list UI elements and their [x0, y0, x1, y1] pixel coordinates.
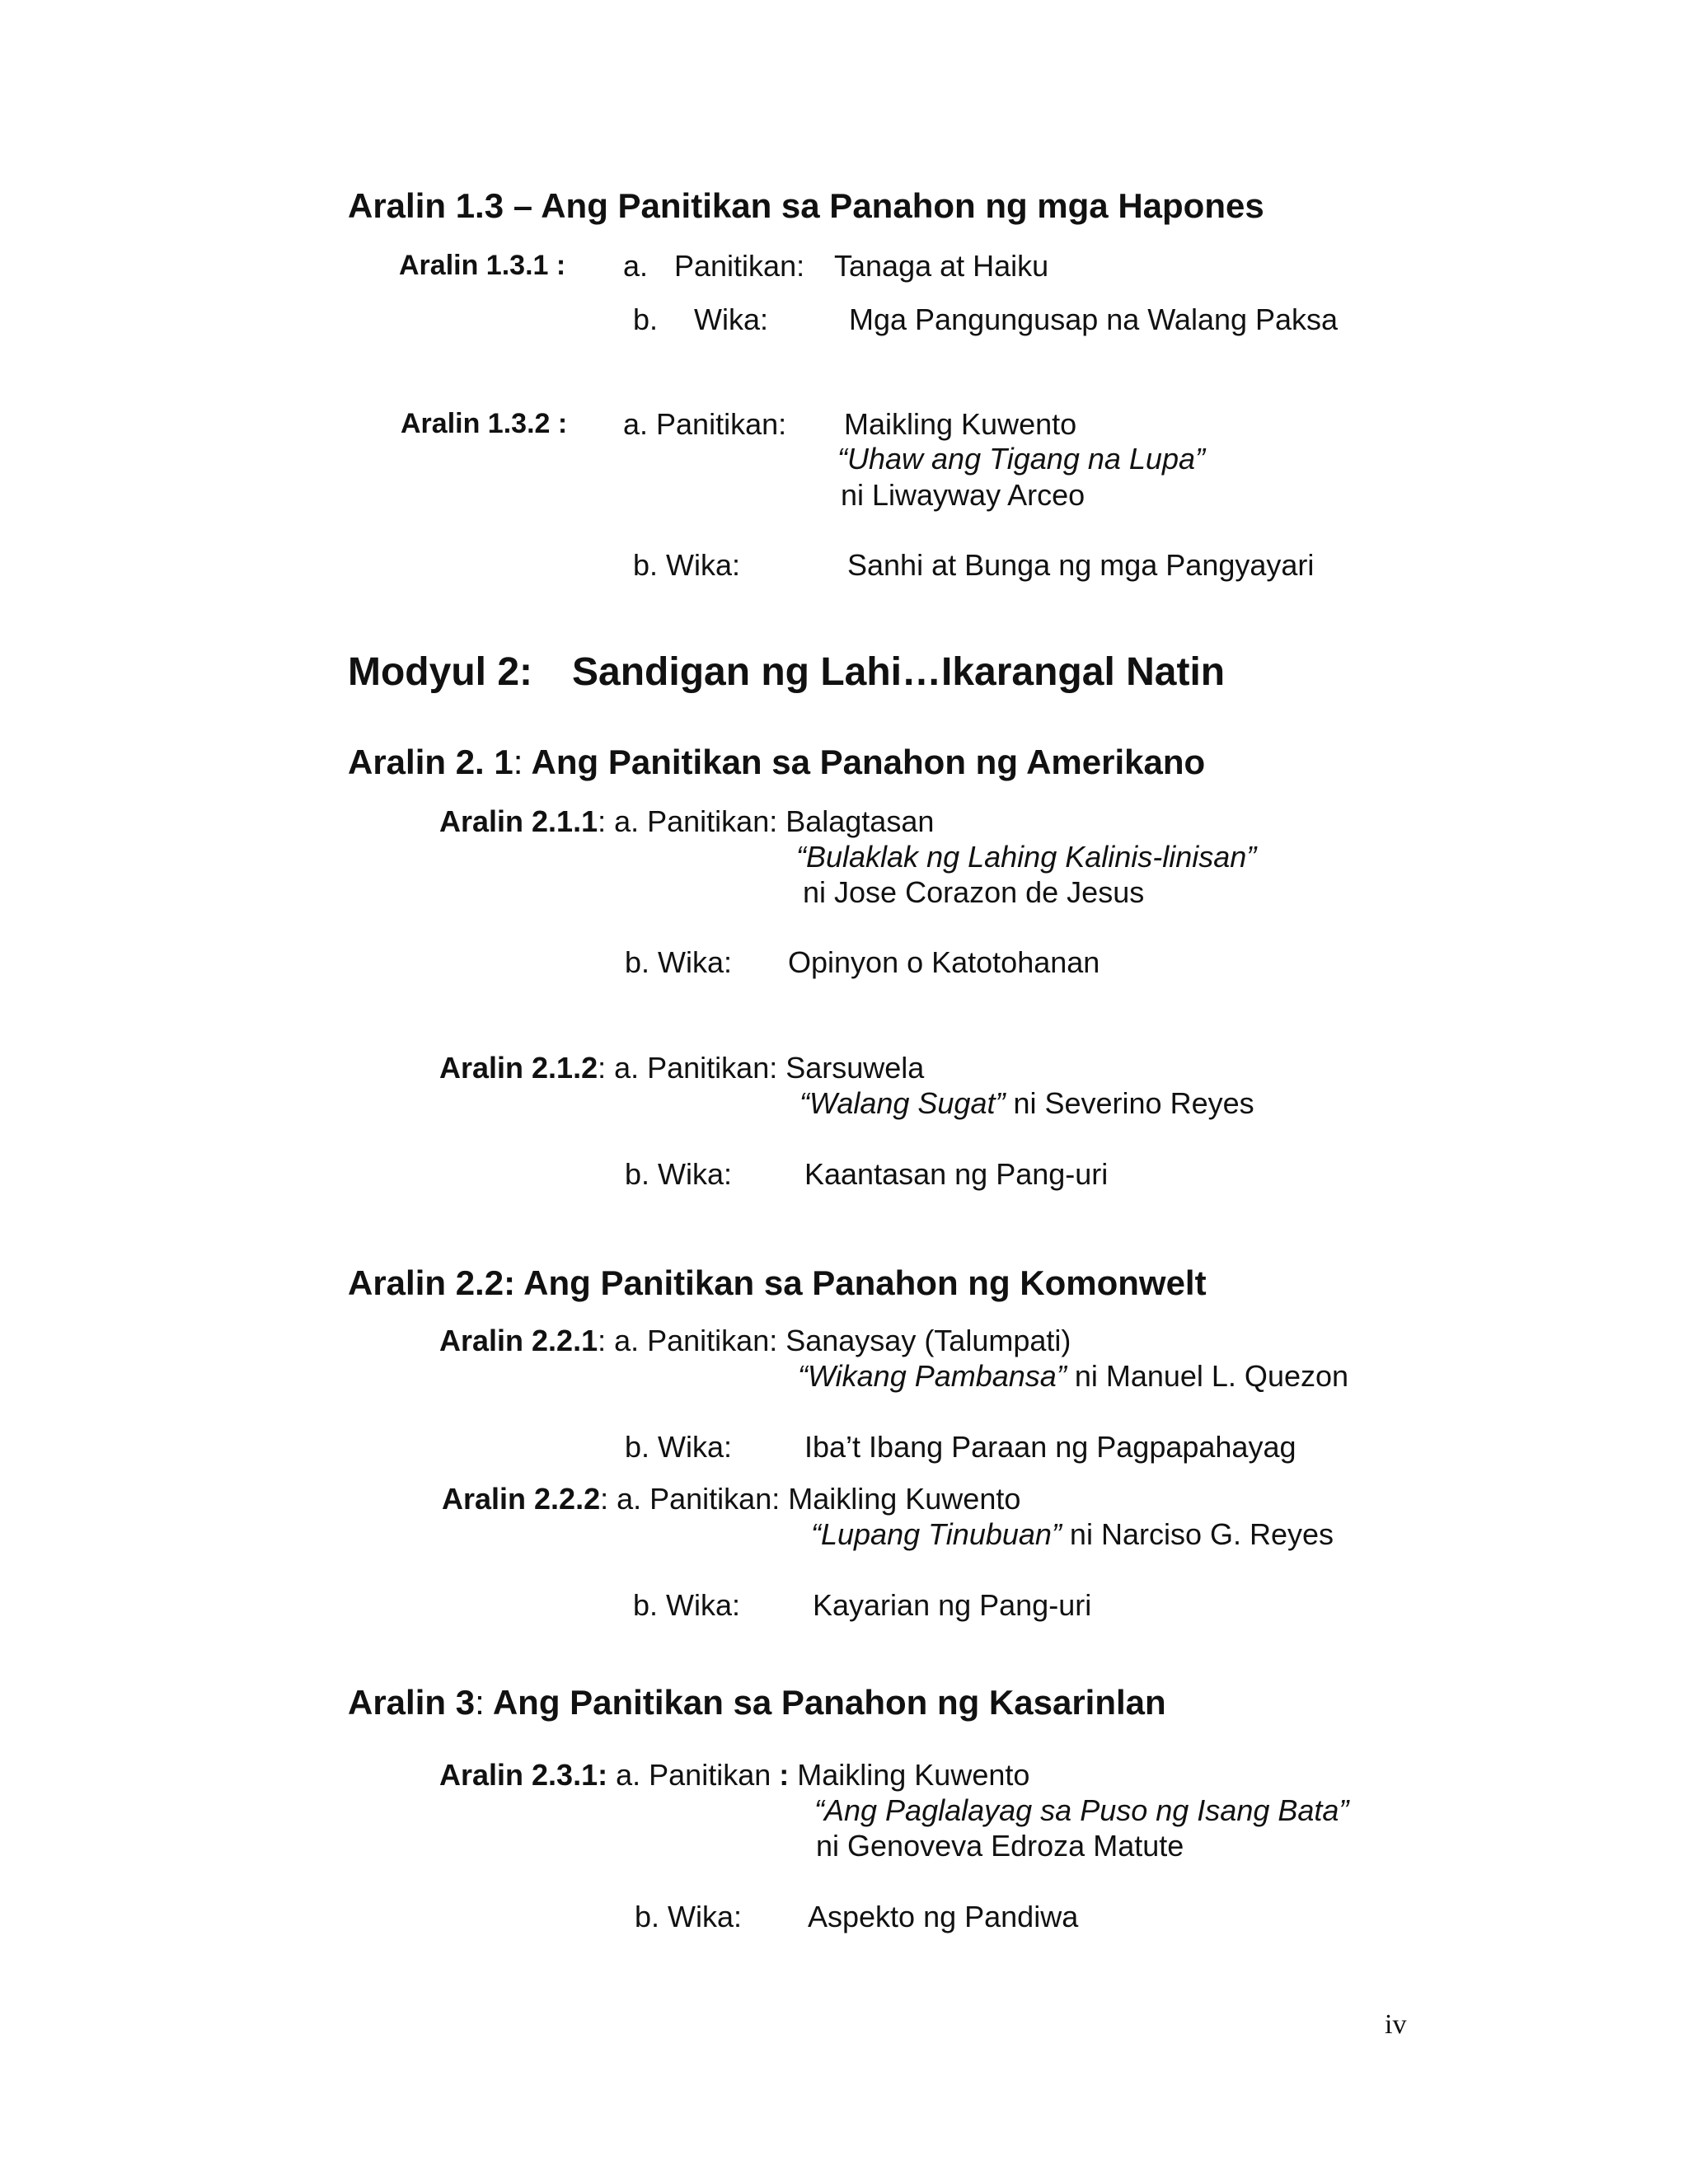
- value-wika: Kaantasan ng Pang-uri: [804, 1157, 1109, 1191]
- heading-label: Aralin 3: [348, 1683, 476, 1722]
- heading-aralin-1-3: Aralin 1.3 – Ang Panitikan sa Panahon ng mga Hapones: [348, 186, 1264, 225]
- row-aralin-2-2-1: [439, 1326, 1071, 1356]
- label-aralin-2-2-1: Aralin 2.2.1: [439, 1324, 598, 1357]
- work-author: ni Severino Reyes: [1005, 1086, 1254, 1120]
- label-aralin-2-1-2: Aralin 2.1.2: [439, 1051, 598, 1085]
- key-wika: b. Wika:: [625, 1430, 733, 1464]
- work-title: “Wikang Pambansa”: [798, 1359, 1067, 1393]
- key-wika: Wika:: [694, 302, 768, 336]
- letter-b: b.: [633, 302, 659, 336]
- key-wika: b. Wika:: [625, 945, 733, 979]
- work-title: “Lupang Tinubuan”: [811, 1517, 1062, 1551]
- work-line: [799, 1086, 1254, 1120]
- key-wika: b. Wika:: [635, 1900, 743, 1933]
- value-wika: Iba’t Ibang Paraan ng Pagpapahayag: [804, 1430, 1296, 1464]
- heading-colon: :: [513, 743, 523, 781]
- label-aralin-1-3-1: Aralin 1.3.1 :: [399, 250, 566, 281]
- work-author: ni Manuel L. Quezon: [1066, 1359, 1349, 1393]
- work-author: ni Liwayway Arceo: [841, 478, 1085, 512]
- label-aralin-2-3-1: Aralin 2.3.1:: [439, 1758, 608, 1792]
- key-panitikan: a. Panitikan:: [623, 407, 787, 441]
- row-aralin-2-2-2: [442, 1484, 1020, 1514]
- value-wika: Opinyon o Katotohanan: [788, 945, 1100, 979]
- work-author: ni Jose Corazon de Jesus: [803, 875, 1145, 909]
- heading-label: Aralin 2. 1: [348, 743, 513, 781]
- key-wika: b. Wika:: [625, 1157, 733, 1191]
- module-label: Modyul 2:: [348, 650, 532, 694]
- work-author: ni Narciso G. Reyes: [1061, 1517, 1334, 1551]
- work-title: “Walang Sugat”: [799, 1086, 1006, 1120]
- work-title: “Uhaw ang Tigang na Lupa”: [837, 442, 1205, 476]
- colon: :: [779, 1758, 790, 1792]
- module-title: Sandigan ng Lahi…Ikarangal Natin: [572, 650, 1226, 694]
- work-title: “Bulaklak ng Lahing Kalinis-linisan”: [796, 840, 1257, 874]
- key-wika: b. Wika:: [633, 548, 741, 582]
- page-number: iv: [1385, 2009, 1407, 2040]
- value-panitikan: Tanaga at Haiku: [834, 249, 1049, 283]
- work-author: ni Genoveva Edroza Matute: [816, 1829, 1184, 1863]
- work-line: [798, 1361, 1348, 1391]
- value-wika: Kayarian ng Pang-uri: [813, 1588, 1092, 1622]
- heading-colon: :: [475, 1683, 485, 1722]
- key-panitikan: Panitikan:: [674, 249, 805, 283]
- panitikan-line: : a. Panitikan: Balagtasan: [598, 804, 935, 838]
- value-panitikan: Maikling Kuwento: [789, 1758, 1030, 1792]
- panitikan-line: : a. Panitikan: Sarsuwela: [598, 1051, 925, 1085]
- work-title: “Ang Paglalayag sa Puso ng Isang Bata”: [814, 1793, 1349, 1827]
- value-panitikan: Maikling Kuwento: [844, 407, 1077, 441]
- heading-aralin-3: [348, 1685, 1166, 1720]
- value-wika: Mga Pangungusap na Walang Paksa: [849, 302, 1339, 336]
- letter-a: a.: [623, 249, 649, 283]
- heading-aralin-2-2: Aralin 2.2: Ang Panitikan sa Panahon ng Komonwelt: [348, 1263, 1207, 1302]
- heading-title: Ang Panitikan sa Panahon ng Amerikano: [523, 743, 1206, 781]
- work-line: [811, 1517, 1334, 1551]
- value-wika: Aspekto ng Pandiwa: [808, 1900, 1079, 1933]
- key-panitikan: a. Panitikan: [616, 1758, 780, 1792]
- key-wika: b. Wika:: [633, 1588, 741, 1622]
- row-aralin-2-3-1: [439, 1760, 1029, 1790]
- row-aralin-2-1-2: [439, 1053, 924, 1083]
- heading-aralin-2-1: [348, 745, 1205, 780]
- heading-title: Ang Panitikan sa Panahon ng Kasarinlan: [484, 1683, 1166, 1722]
- label-aralin-1-3-2: Aralin 1.3.2 :: [401, 408, 568, 439]
- value-wika: Sanhi at Bunga ng mga Pangyayari: [847, 548, 1315, 582]
- panitikan-line: : a. Panitikan: Maikling Kuwento: [600, 1482, 1021, 1516]
- label-aralin-2-2-2: Aralin 2.2.2: [442, 1482, 601, 1516]
- row-aralin-2-1-1: [439, 804, 935, 838]
- panitikan-line: : a. Panitikan: Sanaysay (Talumpati): [598, 1324, 1071, 1357]
- label-aralin-2-1-1: Aralin 2.1.1: [439, 804, 598, 838]
